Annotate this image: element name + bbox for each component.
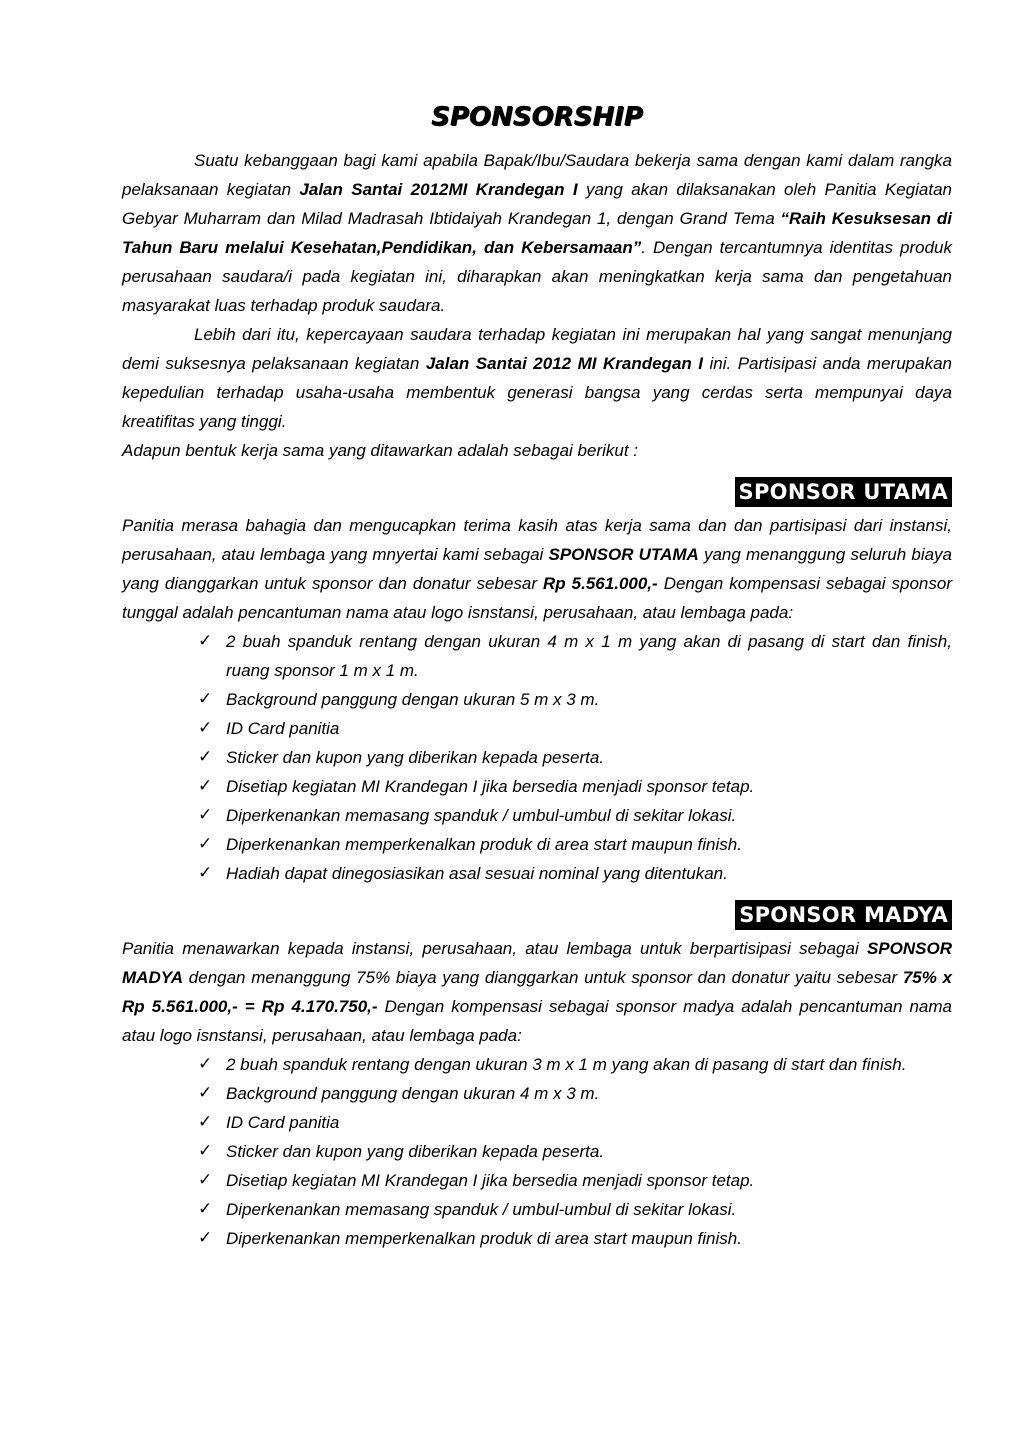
list-item <box>198 714 952 743</box>
intro-paragraph-1 <box>122 146 952 320</box>
check-icon: ✓ <box>198 747 213 767</box>
utama-amount-bold: Rp 5.561.000,- <box>543 574 658 593</box>
intro-p1-text-3: . Dengan tercantumnya identitas produk perusahaan saudara/i pada kegiatan ini, diharapkan akan meningkatkan kerja sama dan pengetahuan masyarakat luas terhadap produk saudara. <box>122 238 952 315</box>
list-item-text: Hadiah dapat dinegosiasikan asal sesuai nominal yang ditentukan. <box>226 864 728 883</box>
madya-amount-bold: 75% x Rp 5.561.000,- = Rp 4.170.750,- <box>122 968 952 1016</box>
sponsor-madya-benefits-list <box>122 1050 952 1253</box>
check-icon: ✓ <box>198 1112 213 1132</box>
intro-p1-text-2: yang akan dilaksanakan oleh Panitia Kegiatan Gebyar Muharram dan Milad Madrasah Ibtidaiyah Krandegan 1, dengan Grand Tema <box>122 180 952 228</box>
sponsor-utama-heading-wrap <box>122 477 952 507</box>
check-icon: ✓ <box>198 689 213 709</box>
list-item <box>198 772 952 801</box>
event-name-bold: Jalan Santai 2012MI Krandegan I <box>299 180 578 199</box>
check-icon: ✓ <box>198 1083 213 1103</box>
check-icon: ✓ <box>198 1199 213 1219</box>
check-icon: ✓ <box>198 718 213 738</box>
madya-bold-1: SPONSOR MADYA <box>122 939 952 987</box>
list-item <box>198 1224 952 1253</box>
utama-bold-1: SPONSOR UTAMA <box>548 545 699 564</box>
sponsor-utama-benefits-list <box>122 627 952 888</box>
list-item <box>198 801 952 830</box>
sponsor-madya-heading-wrap <box>122 900 952 930</box>
check-icon: ✓ <box>198 805 213 825</box>
check-icon: ✓ <box>198 1141 213 1161</box>
intro-paragraph-3: Adapun bentuk kerja sama yang ditawarkan adalah sebagai berikut : <box>122 441 639 460</box>
list-item-text: ID Card panitia <box>226 719 340 738</box>
list-item-text: Diperkenankan memasang spanduk / umbul-umbul di sekitar lokasi. <box>226 1200 737 1219</box>
check-icon: ✓ <box>198 776 213 796</box>
list-item <box>198 830 952 859</box>
utama-text-3: Dengan kompensasi sebagai sponsor tunggal adalah pencantuman nama atau logo isnstansi, perusahaan, atau lembaga pada: <box>122 574 952 622</box>
list-item <box>198 1050 952 1079</box>
list-item-text: Sticker dan kupon yang diberikan kepada peserta. <box>226 748 605 767</box>
list-item-text: Sticker dan kupon yang diberikan kepada peserta. <box>226 1142 605 1161</box>
list-item-text: Background panggung dengan ukuran 5 m x 3 m. <box>226 690 600 709</box>
sponsor-utama-heading: SPONSOR UTAMA <box>735 477 952 507</box>
intro-p2-text-1: Lebih dari itu, kepercayaan saudara terhadap kegiatan ini merupakan hal yang sangat menunjang demi suksesnya pelaksanaan kegiatan <box>122 325 952 373</box>
list-item <box>198 1108 952 1137</box>
sponsor-madya-paragraph <box>122 934 952 1050</box>
check-icon: ✓ <box>198 863 213 883</box>
list-item <box>198 1079 952 1108</box>
list-item-text: ID Card panitia <box>226 1113 340 1132</box>
intro-p2-text-2: ini. Partisipasi anda merupakan kepedulian terhadap usaha-usaha membentuk generasi bangsa yang cerdas serta mempunyai daya kreatifitas yang tinggi. <box>122 354 952 431</box>
intro-paragraph-2 <box>122 320 952 436</box>
check-icon: ✓ <box>198 1054 213 1074</box>
list-item-text: Diperkenankan memperkenalkan produk di area start maupun finish. <box>226 1229 742 1248</box>
madya-text-3: Dengan kompensasi sebagai sponsor madya adalah pencantuman nama atau logo isnstansi, perusahaan, atau lembaga pada: <box>122 997 952 1045</box>
list-item <box>198 627 952 685</box>
list-item <box>198 685 952 714</box>
document-page <box>122 98 952 1253</box>
check-icon: ✓ <box>198 631 213 651</box>
sponsor-utama-paragraph <box>122 511 952 627</box>
list-item <box>198 1137 952 1166</box>
list-item-text: Diperkenankan memasang spanduk / umbul-umbul di sekitar lokasi. <box>226 806 737 825</box>
page-title: SPONSORSHIP <box>431 102 643 132</box>
list-item-text: Background panggung dengan ukuran 4 m x 3 m. <box>226 1084 600 1103</box>
utama-text-1: Panitia merasa bahagia dan mengucapkan terima kasih atas kerja sama dan dan partisipasi dari instansi, perusahaan, atau lembaga yang mnyertai kami sebagai <box>122 516 952 564</box>
grand-theme-bold: “Raih Kesuksesan di Tahun Baru melalui Kesehatan,Pendidikan, dan Kebersamaan” <box>122 209 952 257</box>
check-icon: ✓ <box>198 1228 213 1248</box>
madya-text-1: Panitia menawarkan kepada instansi, perusahaan, atau lembaga untuk berpartisipasi sebagai <box>122 939 867 958</box>
sponsor-madya-heading: SPONSOR MADYA <box>735 900 952 930</box>
event-name-bold-2: Jalan Santai 2012 MI Krandegan I <box>425 354 703 373</box>
list-item <box>198 1195 952 1224</box>
list-item-text: 2 buah spanduk rentang dengan ukuran 4 m x 1 m yang akan di pasang di start dan finish, ruang sponsor 1 m x 1 m. <box>226 632 952 680</box>
list-item-text: Disetiap kegiatan MI Krandegan I jika bersedia menjadi sponsor tetap. <box>226 777 755 796</box>
utama-text-2: yang menanggung seluruh biaya yang dianggarkan untuk sponsor dan donatur sebesar <box>122 545 953 593</box>
list-item <box>198 1166 952 1195</box>
list-item <box>198 859 952 888</box>
check-icon: ✓ <box>198 834 213 854</box>
madya-text-2: dengan menanggung 75% biaya yang dianggarkan untuk sponsor dan donatur yaitu sebesar <box>183 968 903 987</box>
list-item-text: 2 buah spanduk rentang dengan ukuran 3 m x 1 m yang akan di pasang di start dan finish. <box>226 1055 907 1074</box>
check-icon: ✓ <box>198 1170 213 1190</box>
list-item-text: Disetiap kegiatan MI Krandegan I jika bersedia menjadi sponsor tetap. <box>226 1171 755 1190</box>
intro-p1-text-1: Suatu kebanggaan bagi kami apabila Bapak/Ibu/Saudara bekerja sama dengan kami dalam rangka pelaksanaan kegiatan <box>122 151 952 199</box>
list-item <box>198 743 952 772</box>
list-item-text: Diperkenankan memperkenalkan produk di area start maupun finish. <box>226 835 742 854</box>
